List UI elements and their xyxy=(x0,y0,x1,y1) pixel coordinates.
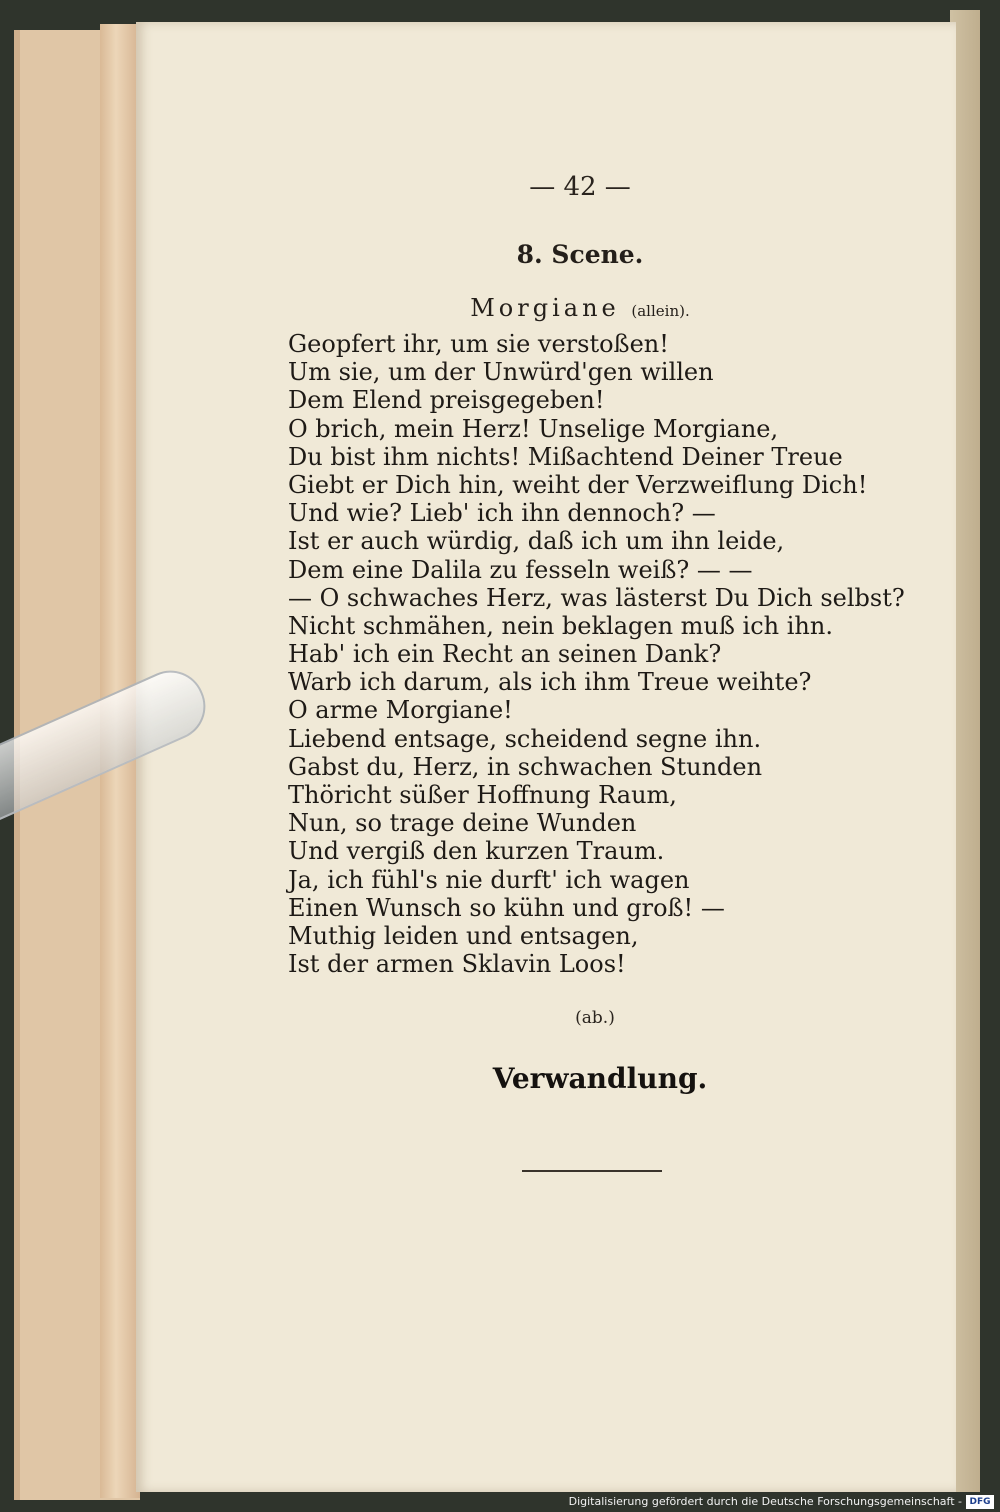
verse-line: Um sie, um der Unwürd'gen willen xyxy=(288,358,714,387)
speaker-name: Morgiane xyxy=(470,294,620,322)
stage-direction: (allein). xyxy=(631,302,690,320)
verse-line: Dem eine Dalila zu fesseln weiß? — — xyxy=(288,555,753,584)
scene-title: 8. Scene. xyxy=(516,240,644,269)
verse-line: Und vergiß den kurzen Traum. xyxy=(288,837,665,866)
verse-line: Einen Wunsch so kühn und groß! — xyxy=(288,893,725,922)
verse-line: Nun, so trage deine Wunden xyxy=(288,809,637,838)
verse-line: — O schwaches Herz, was lästerst Du Dich selbst? xyxy=(288,583,905,612)
stage-exit: (ab.) xyxy=(575,1008,615,1028)
verse-line: Hab' ich ein Recht an seinen Dank? xyxy=(288,640,722,669)
end-rule xyxy=(522,1170,662,1172)
speaker-heading xyxy=(420,294,740,322)
verse-line: Ja, ich fühl's nie durft' ich wagen xyxy=(288,865,690,894)
verse-line: Ist er auch würdig, daß ich um ihn leide, xyxy=(288,527,785,556)
verse-line: Giebt er Dich hin, weiht der Verzweiflung Dich! xyxy=(288,470,868,499)
verse-line: Du bist ihm nichts! Mißachtend Deiner Treue xyxy=(288,442,843,471)
verse-line: Nicht schmähen, nein beklagen muß ich ihn. xyxy=(288,611,833,640)
verse-line: O arme Morgiane! xyxy=(288,696,513,725)
verse-line: Muthig leiden und entsagen, xyxy=(288,921,639,950)
verse-line: Liebend entsage, scheidend segne ihn. xyxy=(288,724,762,753)
verse-line: Dem Elend preisgegeben! xyxy=(288,386,605,415)
verse-line: Gabst du, Herz, in schwachen Stunden xyxy=(288,752,763,781)
digitization-credit: Digitalisierung gefördert durch die Deutsche Forschungsgemeinschaft - xyxy=(568,1495,962,1508)
verse-line: Ist der armen Sklavin Loos! xyxy=(288,950,626,979)
page-number: — 42 — xyxy=(529,172,631,202)
dfg-logo: DFG xyxy=(966,1495,994,1509)
verse-line: Und wie? Lieb' ich ihn dennoch? — xyxy=(288,499,716,528)
verse-line: O brich, mein Herz! Unselige Morgiane, xyxy=(288,414,779,443)
transformation-heading: Verwandlung. xyxy=(492,1062,708,1095)
verse-line: Geopfert ihr, um sie verstoßen! xyxy=(288,330,669,358)
verse-line: Thöricht süßer Hoffnung Raum, xyxy=(288,781,677,809)
verse-block xyxy=(288,330,908,978)
verse-line: Warb ich darum, als ich ihm Treue weihte? xyxy=(288,668,812,697)
